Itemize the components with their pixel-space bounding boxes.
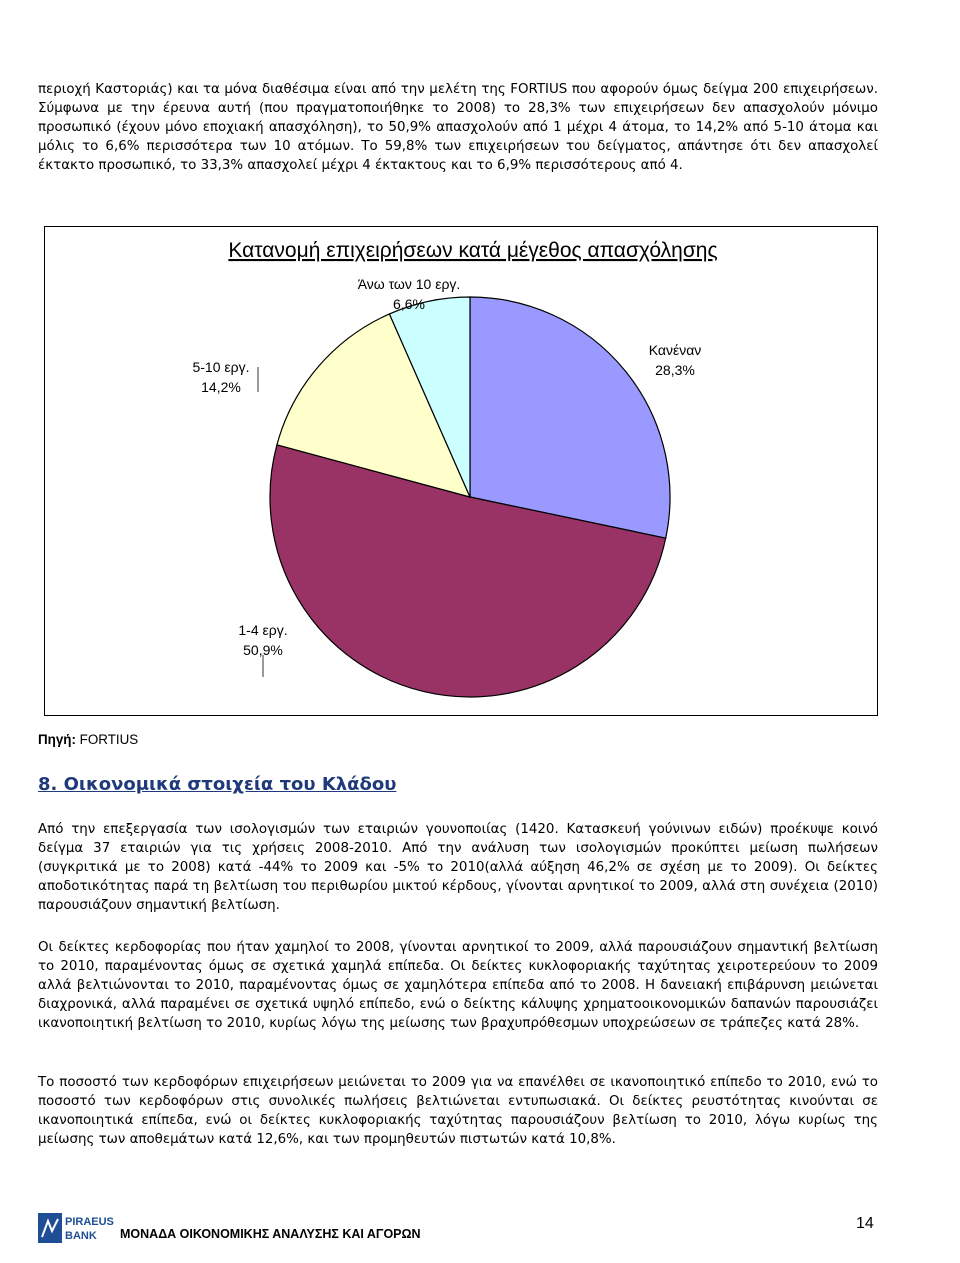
page-number: 14 bbox=[856, 1215, 874, 1232]
slice-value-label-2: 50,9% bbox=[243, 642, 283, 658]
piraeus-bank-logo bbox=[38, 1213, 116, 1243]
section-heading: 8. Οικονομικά στοιχεία του Κλάδου bbox=[38, 774, 397, 795]
slice-value-label-1: 28,3% bbox=[655, 362, 695, 378]
source-label: Πηγή: bbox=[38, 732, 76, 747]
body-paragraph-3: Το ποσοστό των κερδοφόρων επιχειρήσεων μειώνεται το 2009 για να επανέλθει σε ικανοποιητικό επίπεδο το 2010, ενώ το ποσοστό των κερδοφόρων στις συνολικές πωλήσεις βελτιώνεται εντυπωσιακά. Οι δείκτες ρευστότητας κινούνται σε ικανοποιητικά επίπεδα, ενώ οι δείκτες κυκλοφοριακής ταχύτητας παρουσιάζουν βελτίωση το 2010, λόγω κυρίως της μείωσης των αποθεμάτων κατά 12,6%, και των προμηθευτών πιστωτών κατά 10,8%. bbox=[38, 1075, 878, 1147]
slice-label-4: Άνω των 10 εργ. bbox=[357, 276, 461, 292]
slice-label-2: 1-4 εργ. bbox=[238, 622, 288, 638]
pie-chart bbox=[45, 227, 879, 717]
body-paragraph-2: Οι δείκτες κερδοφορίας που ήταν χαμηλοί το 2008, γίνονται αρνητικοί το 2009, αλλά παρουσιάζουν σημαντική βελτίωση το 2010, παραμένοντας όμως σε σχετικά χαμηλά επίπεδα. Οι δείκτες κυκλοφοριακής ταχύτητας χειροτερεύουν το 2009 αλλά βελτιώνονται το 2010, παραμένοντας όμως σε χαμηλότερα επίπεδα από το 2008. Η δανειακή επιβάρυνση μειώνεται διαχρονικά, αλλά παραμένει σε σχετικά υψηλό επίπεδο, ενώ ο δείκτης κάλυψης χρηματοοικονομικών δαπανών παρουσιάζει ικανοποιητική βελτίωση το 2010, κυρίως λόγω της μείωσης των βραχυπρόθεσμων υποχρεώσεων σε τράπεζες κατά 28%. bbox=[38, 940, 878, 1031]
logo-text-line2: BANK bbox=[65, 1230, 97, 1242]
chart-title: Κατανομή επιχειρήσεων κατά μέγεθος απασχόλησης bbox=[228, 239, 718, 262]
logo-text-line1: PIRAEUS bbox=[65, 1216, 114, 1228]
slice-value-label-3: 14,2% bbox=[201, 379, 241, 395]
footer-unit-name: ΜΟΝΑΔΑ ΟΙΚΟΝΟΜΙΚΗΣ ΑΝΑΛΥΣΗΣ ΚΑΙ ΑΓΟΡΩΝ bbox=[120, 1227, 421, 1241]
source-note bbox=[38, 732, 138, 747]
intro-paragraph: περιοχή Καστοριάς) και τα μόνα διαθέσιμα είναι από την μελέτη της FORTIUS που αφορούν όμως δείγμα 200 επιχειρήσεων. Σύμφωνα με την έρευνα αυτή (που πραγματοποιήθηκε το 2008) το 28,3% των επιχειρήσεων δεν απασχολούν μόνιμο προσωπικό (έχουν μόνο εποχιακή απασχόληση), το 50,9% απασχολούν από 1 μέχρι 4 άτομα, το 14,2% από 5-10 άτομα και μόλις το 6,6% περισσότερα των 10 ατόμων. Το 59,8% των επιχειρήσεων του δείγματος, απάντησε ότι δεν απασχολεί έκτακτο προσωπικό, το 33,3% απασχολεί μέχρι 4 έκτακτους και το 6,9% περισσότερους από 4. bbox=[38, 82, 878, 173]
pie-slice-1 bbox=[470, 297, 670, 538]
body-paragraph-1: Από την επεξεργασία των ισολογισμών των εταιριών γουνοποιίας (1420. Κατασκευή γούνινων ειδών) προέκυψε κοινό δείγμα 37 εταιριών για τις χρήσεις 2008-2010. Από την ανάλυση των ισολογισμών προκύπτει μείωση πωλήσεων (συγκριτικά με το 2008) κατά -44% το 2009 και -5% το 2010(αλλά αύξηση 46,2% σε σχέση με το 2009). Οι δείκτες αποδοτικότητας παρά τη βελτίωση του περιθωρίου μικτού κέρδους, γίνονται αρνητικοί το 2009, αλλά στη συνέχεια (2010) παρουσιάζουν σημαντική βελτίωση. bbox=[38, 822, 878, 913]
slice-value-label-4: 6,6% bbox=[393, 296, 425, 312]
slice-label-3: 5-10 εργ. bbox=[192, 359, 250, 375]
source-value: FORTIUS bbox=[79, 732, 139, 747]
pie-chart-frame bbox=[44, 226, 878, 716]
slice-label-1: Κανέναν bbox=[648, 342, 702, 358]
